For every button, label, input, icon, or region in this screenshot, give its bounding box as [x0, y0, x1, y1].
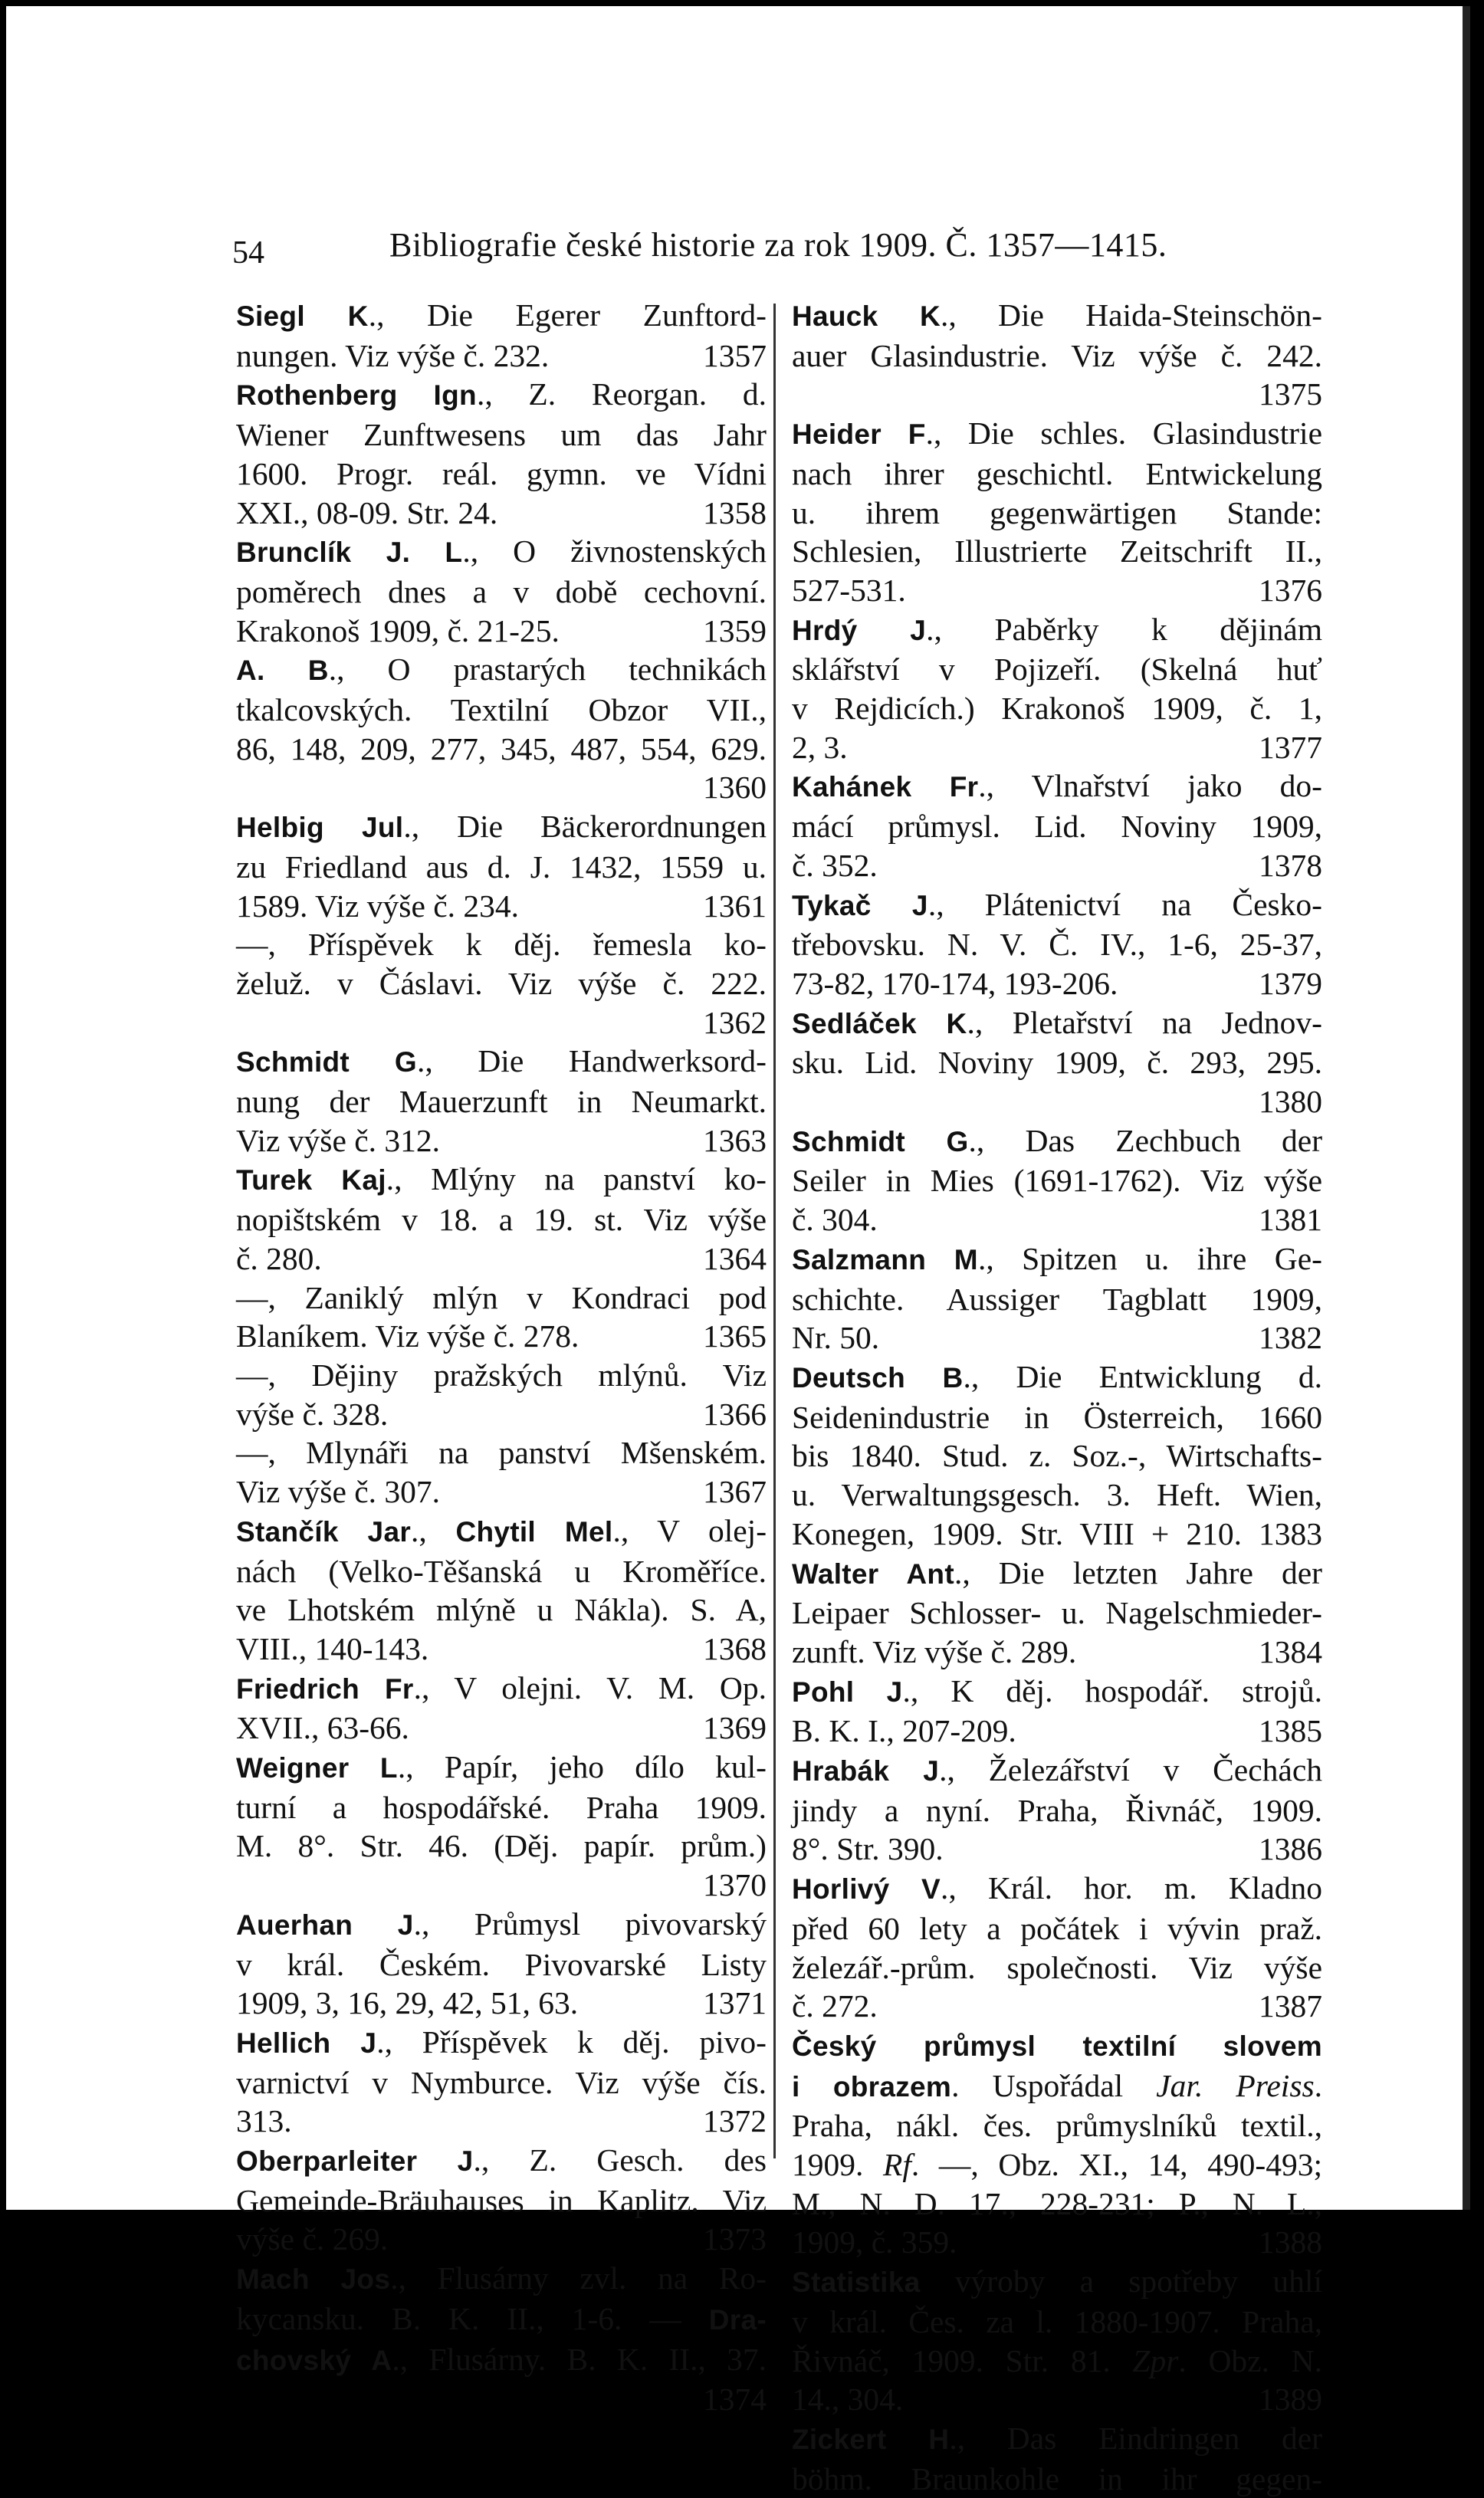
entry-line — [792, 1830, 1322, 1869]
entry-text: před 60 lety a počátek i vývin praž. — [792, 1910, 1322, 1946]
entry-text: schichte. Aussiger Tagblatt 1909, — [792, 1281, 1322, 1317]
entry-text: ., Z. Reorgan. d. — [476, 376, 767, 412]
entry-line — [236, 1239, 767, 1279]
entry-line — [236, 1905, 767, 1945]
entry-line — [236, 1279, 767, 1318]
entry-text: ., Král. hor. m. Kladno — [940, 1870, 1322, 1906]
entry-line — [792, 925, 1322, 964]
entry-text: sku. Lid. Noviny 1909, č. 293, 295. — [792, 1045, 1322, 1081]
entry-text: nách (Velko-Těšanská u Kroměříce. — [236, 1553, 767, 1589]
entry-text: č. 280. — [236, 1240, 322, 1276]
entry-line — [236, 532, 767, 573]
entry-line — [792, 1554, 1322, 1594]
author-name: Turek Kaj — [236, 1164, 386, 1196]
entry-text: Schlesien, Illustrierte Zeitschrift II., — [792, 533, 1322, 570]
entry-line — [792, 532, 1322, 571]
entry-number: 1361 — [703, 888, 767, 924]
entry-line — [236, 964, 767, 1003]
entry-text: 1600. Progr. reál. gymn. ve Vídni — [236, 455, 767, 491]
entry-line — [236, 1827, 767, 1866]
author-name: Brunclík J. L — [236, 537, 463, 569]
entry-line — [792, 2303, 1322, 2342]
entry-number: 1379 — [1259, 965, 1322, 1001]
author-name: Schmidt G — [792, 1125, 969, 1157]
entry-text: varnictví v Nymburce. Viz výše čís. — [236, 2064, 767, 2100]
entry-text: ., Die Handwerksord- — [416, 1043, 767, 1079]
entry-text: nungen. Viz výše č. 232. — [236, 337, 550, 373]
entry-text: 73-82, 170-174, 193-206. — [792, 965, 1118, 1001]
entry-line — [236, 807, 767, 848]
author-name: Auerhan J — [236, 1909, 414, 1941]
entry-text: Krakonoš 1909, č. 21-25. — [236, 612, 560, 648]
entry-line — [236, 375, 767, 415]
entry-text: 14., 304. — [792, 2381, 904, 2418]
entry-text: Gemeinde-Bräuhauses in Kaplitz. Viz — [236, 2182, 767, 2218]
entry-text: kycansku. B. K. II., 1-6. — — [236, 2300, 709, 2336]
entry-text: 1589. Viz výše č. 234. — [236, 888, 520, 924]
entry-text: nopištském v 18. a 19. st. Viz výše — [236, 1202, 767, 1238]
entry-line — [792, 846, 1322, 885]
entry-number: 1371 — [703, 1985, 767, 2021]
author-name: Hrdý J — [792, 614, 927, 646]
entry-text: Wiener Zunftwesens um das Jahr — [236, 417, 767, 453]
entry-text: ., Die Haida-Steinschön- — [941, 297, 1323, 333]
entry-line — [792, 2342, 1322, 2381]
entry-text: poměrech dnes a v době cechovní. — [236, 573, 767, 609]
entry-text: 1370 — [703, 1867, 767, 1903]
author-name: Český průmysl textilní slovem — [792, 2030, 1322, 2062]
entry-text: 1374 — [703, 2381, 767, 2418]
entry-text: Řivnáč, 1909. Str. 81. — [792, 2342, 1133, 2378]
entry-text: . Uspořádal — [951, 2067, 1157, 2103]
author-name: Schmidt G — [236, 1046, 417, 1078]
entry-number: 1376 — [1259, 572, 1322, 608]
entry-text: mácí průmysl. Lid. Noviny 1909, — [792, 809, 1322, 845]
entry-line — [236, 2023, 767, 2063]
entry-text: sklářství v Pojizeří. (Skelná huť — [792, 652, 1322, 688]
author-name: Deutsch B — [792, 1361, 964, 1393]
entry-line — [236, 573, 767, 612]
entry-text: . — [1314, 2067, 1322, 2103]
entry-text: ., Die Bäckerordnungen — [403, 809, 767, 845]
entry-text: ., O prastarých technikách — [328, 652, 767, 688]
entry-text: M., N. D. 17., 228-231; P., N. L., — [792, 2185, 1322, 2221]
author-name: Mach Jos — [236, 2263, 391, 2296]
entry-line — [236, 1630, 767, 1669]
author-name: Weigner L — [236, 1752, 398, 1784]
entry-text: ., Průmysl pivovarský — [413, 1906, 767, 1942]
author-name: Pohl J — [792, 1676, 903, 1708]
author-name: Walter Ant — [792, 1558, 954, 1590]
entry-number: 1365 — [703, 1318, 767, 1354]
author-name: A. B — [236, 655, 329, 687]
entry-line — [236, 1395, 767, 1434]
entry-text: 2, 3. — [792, 729, 848, 765]
entry-line — [236, 494, 767, 533]
entry-line — [792, 1791, 1322, 1830]
entry-line — [236, 848, 767, 887]
entry-number: 1359 — [703, 612, 767, 648]
entry-line — [236, 336, 767, 376]
entry-text: auer Glasindustrie. Viz výše č. 242. — [792, 337, 1322, 373]
entry-text: 8°. Str. 390. — [792, 1831, 944, 1867]
entry-line — [236, 1984, 767, 2023]
entry-line — [792, 1594, 1322, 1633]
entry-line — [792, 414, 1322, 455]
entry-text: ., Das Zechbuch der — [968, 1122, 1323, 1158]
entry-line — [236, 1356, 767, 1395]
entry-text: Viz výše č. 312. — [236, 1122, 441, 1158]
entry-text: výše č. 269. — [236, 2221, 389, 2257]
entry-line — [236, 650, 767, 691]
entry-line — [792, 1043, 1322, 1082]
entry-line — [236, 1003, 767, 1042]
entry-line — [792, 689, 1322, 728]
entry-line — [792, 2380, 1322, 2419]
entry-text: zunft. Viz výše č. 289. — [792, 1633, 1077, 1669]
entry-line — [236, 1082, 767, 1121]
entry-line — [236, 2259, 767, 2299]
entry-number: 1373 — [703, 2221, 767, 2257]
entry-line — [792, 610, 1322, 651]
entry-text: u. ihrem gegenwärtigen Stande: — [792, 494, 1322, 530]
author-name: Stančík Jar — [236, 1515, 412, 1548]
entry-text: nach ihrer geschichtl. Entwickelung — [792, 455, 1322, 491]
entry-text: ., Vlnařství jako do- — [978, 768, 1322, 804]
entry-text: 527-531. — [792, 572, 906, 608]
entry-number: 1388 — [1259, 2224, 1322, 2260]
entry-line — [236, 730, 767, 769]
entry-line — [792, 885, 1322, 926]
entry-text: v král. Českém. Pivovarské Listy — [236, 1946, 767, 1982]
italic-text: Jar. Preiss — [1156, 2067, 1315, 2103]
entry-line — [236, 887, 767, 926]
entry-text: bis 1840. Stud. z. Soz.-, Wirtschafts- — [792, 1438, 1322, 1474]
entry-text: železář.-prům. společnosti. Viz výše — [792, 1949, 1322, 1985]
author-name: Hrabák J — [792, 1755, 940, 1787]
entry-line — [792, 1436, 1322, 1475]
entry-line — [792, 1515, 1322, 1554]
entry-line — [236, 2380, 767, 2419]
entry-number: 1367 — [703, 1474, 767, 1510]
entry-line — [236, 1748, 767, 1788]
entry-number: 1387 — [1259, 1988, 1322, 2024]
entry-text: Seidenindustrie in Österreich, 1660 — [792, 1399, 1322, 1435]
entry-line — [792, 2066, 1322, 2107]
italic-text: Zpr — [1132, 2342, 1179, 2378]
entry-text: tkalcovských. Textilní Obzor VII., — [236, 692, 767, 728]
author-name: Hauck K — [792, 300, 941, 332]
entry-text: —, Mlynáři na panství Mšenském. — [236, 1435, 767, 1471]
entry-number: 1389 — [1259, 2381, 1322, 2418]
entry-line — [236, 1317, 767, 1356]
entry-text: VIII., 140-143. — [236, 1630, 429, 1666]
entry-text: č. 272. — [792, 1988, 878, 2024]
entry-text: Leipaer Schlosser- u. Nagelschmieder- — [792, 1595, 1322, 1631]
entry-line — [792, 1398, 1322, 1437]
entry-line — [236, 2299, 767, 2340]
entry-line — [236, 691, 767, 730]
entry-line — [236, 1788, 767, 1827]
entry-text: M. 8°. Str. 46. (Děj. papír. prům.) — [236, 1828, 767, 1864]
author-name: Horlivý V — [792, 1873, 941, 1906]
entry-line — [792, 336, 1322, 376]
entry-line — [792, 1082, 1322, 1121]
entry-line — [792, 494, 1322, 533]
author-name: Dra- — [708, 2303, 767, 2336]
entry-text: ., Z. Gesch. des — [473, 2142, 767, 2178]
entry-text: u. Verwaltungsgesch. 3. Heft. Wien, — [792, 1477, 1322, 1513]
entry-line — [236, 2220, 767, 2259]
entry-number: 1382 — [1259, 1320, 1322, 1356]
author-name: Chytil Mel — [455, 1515, 613, 1548]
entry-text: v král. Čes. za l. 1880-1907. Praha, — [792, 2303, 1322, 2339]
entry-number: 1366 — [703, 1396, 767, 1432]
entry-text: nung der Mauerzunft in Neumarkt. — [236, 1084, 767, 1120]
column-divider — [773, 304, 776, 2158]
entry-line — [236, 2063, 767, 2102]
entry-line — [236, 1472, 767, 1512]
entry-text: č. 352. — [792, 847, 878, 883]
entry-line — [792, 807, 1322, 846]
entry-line — [792, 964, 1322, 1003]
entry-text: Seiler in Mies (1691-1762). Viz výše — [792, 1163, 1322, 1199]
entry-text: Viz výše č. 307. — [236, 1474, 441, 1510]
entry-number: 1368 — [703, 1630, 767, 1666]
entry-line — [792, 1357, 1322, 1398]
entry-number: 1386 — [1259, 1831, 1322, 1867]
entry-line — [792, 1869, 1322, 1909]
entry-line — [236, 415, 767, 455]
entry-text: ., Pletařství na Jednov- — [967, 1004, 1322, 1040]
entry-text: ., Paběrky k dějinám — [926, 611, 1322, 647]
author-name: Kahánek Fr — [792, 771, 979, 803]
entry-line — [792, 1475, 1322, 1515]
author-name: Siegl K — [236, 300, 369, 332]
entry-line — [792, 296, 1322, 336]
entry-text: turní a hospodářské. Praha 1909. — [236, 1789, 767, 1825]
entry-text: jindy a nyní. Praha, Řivnáč, 1909. — [792, 1792, 1322, 1828]
right-column — [792, 296, 1322, 2498]
author-name: Helbig Jul — [236, 812, 404, 844]
entry-number: 1369 — [703, 1710, 767, 1746]
entry-text: ., Železářství v Čechách — [939, 1752, 1322, 1788]
entry-line — [792, 2026, 1322, 2066]
entry-line — [236, 1433, 767, 1472]
entry-line — [792, 728, 1322, 767]
entry-number: 1357 — [703, 337, 767, 373]
entry-line — [792, 1672, 1322, 1712]
entry-line — [792, 375, 1322, 414]
left-column — [236, 296, 767, 2419]
author-name: Hellich J — [236, 2027, 377, 2059]
entry-text: výše č. 328. — [236, 1396, 389, 1432]
entry-text: ., Das Eindringen der — [949, 2420, 1322, 2456]
entry-line — [792, 1633, 1322, 1672]
entry-line — [792, 455, 1322, 494]
entry-text: XXI., 08-09. Str. 24. — [236, 494, 498, 530]
author-name: chovský A — [236, 2344, 392, 2376]
entry-line — [236, 1669, 767, 1709]
entry-text: . —, Obz. XI., 14, 490-493; — [911, 2147, 1323, 2183]
entry-line — [792, 1121, 1322, 1162]
page — [6, 6, 1470, 2496]
entry-text: č. 304. — [792, 1202, 878, 1238]
entry-text: Blaníkem. Viz výše č. 278. — [236, 1318, 579, 1354]
entry-text: böhm. Braunkohle in ihr gegen- — [792, 2460, 1322, 2496]
entry-text: Nr. 50. — [792, 1320, 880, 1356]
entry-line — [792, 1161, 1322, 1200]
entry-line — [792, 1751, 1322, 1791]
entry-line — [236, 1121, 767, 1160]
entry-text: 86, 148, 209, 277, 345, 487, 554, 629. — [236, 730, 767, 766]
entry-number: 1377 — [1259, 729, 1322, 765]
entry-line — [236, 1945, 767, 1984]
entry-line — [792, 2106, 1322, 2145]
entry-line — [236, 1200, 767, 1239]
entry-text: ., O živnostenských — [462, 533, 767, 570]
author-name: Oberparleiter J — [236, 2145, 474, 2178]
entry-text: 1362 — [703, 1004, 767, 1040]
entry-text: ., Die Egerer Zunftord- — [368, 297, 767, 333]
author-name: Zickert H — [792, 2423, 950, 2455]
entry-text: ., Spitzen u. ihre Ge- — [977, 1240, 1322, 1276]
entry-text: Praha, nákl. čes. průmyslníků textil., — [792, 2108, 1322, 2144]
entry-text: ., Die schles. Glasindustrie — [925, 415, 1323, 451]
entry-line — [236, 1866, 767, 1905]
entry-line — [792, 1987, 1322, 2026]
entry-line — [792, 1200, 1322, 1239]
entry-line — [792, 2145, 1322, 2185]
entry-line — [236, 2102, 767, 2141]
entry-line — [236, 925, 767, 964]
entry-line — [792, 571, 1322, 610]
entry-text: 1909, č. 359. — [792, 2224, 957, 2260]
author-name: Heider F — [792, 419, 926, 451]
entry-text: —, Zaniklý mlýn v Kondraci pod — [236, 1279, 767, 1315]
author-name: Salzmann M — [792, 1243, 978, 1275]
entry-line — [792, 2419, 1322, 2460]
entry-line — [236, 2340, 767, 2381]
entry-line — [236, 1590, 767, 1630]
entry-line — [236, 2181, 767, 2221]
entry-number: 1372 — [703, 2103, 767, 2139]
author-name: i obrazem — [792, 2070, 952, 2102]
entry-text: ., Příspěvek k děj. pivo- — [376, 2024, 767, 2060]
author-name: Rothenberg Ign — [236, 379, 477, 412]
entry-text: ., K děj. hospodář. strojů. — [902, 1672, 1322, 1709]
entry-line — [236, 1552, 767, 1591]
entry-line — [792, 1280, 1322, 1319]
entry-number: 1363 — [703, 1122, 767, 1158]
entry-line — [792, 2262, 1322, 2303]
entry-line — [236, 2141, 767, 2181]
entry-text: ., Die letzten Jahre der — [954, 1554, 1322, 1590]
entry-text: B. K. I., 207-209. — [792, 1713, 1016, 1749]
entry-number: 1378 — [1259, 847, 1322, 883]
entry-text: třebovsku. N. V. Č. IV., 1-6, 25-37, — [792, 927, 1322, 963]
entry-text: —, Příspěvek k děj. řemesla ko- — [236, 927, 767, 963]
entry-line — [236, 1160, 767, 1200]
entry-line — [792, 650, 1322, 689]
entry-line — [236, 1709, 767, 1748]
entry-text: —, Dějiny pražských mlýnů. Viz — [236, 1357, 767, 1393]
entry-text: ., Plátenictví na Česko- — [927, 886, 1323, 922]
entry-text: 1375 — [1259, 376, 1322, 412]
entry-text: ., Mlýny na panství ko- — [386, 1161, 767, 1197]
entry-line — [792, 1003, 1322, 1044]
author-name: Sedláček K — [792, 1007, 967, 1039]
entry-text: ., V olejni. V. M. Op. — [413, 1669, 767, 1705]
entry-text: ve Lhotském mlýně u Nákla). S. A, — [236, 1592, 767, 1628]
entry-text: 1909. — [792, 2147, 883, 2183]
entry-text: 1909, 3, 16, 29, 42, 51, 63. — [236, 1985, 579, 2021]
entry-line — [792, 1318, 1322, 1357]
italic-text: Rf — [883, 2147, 911, 2183]
entry-line — [236, 768, 767, 807]
author-name: Tykač J — [792, 889, 928, 921]
entry-text: 1380 — [1259, 1084, 1322, 1120]
entry-line — [792, 766, 1322, 807]
entry-line — [792, 2223, 1322, 2262]
running-title: Bibliografie české historie za rok 1909. Č. 1357—1415. — [389, 226, 1167, 264]
entry-line — [792, 2185, 1322, 2224]
author-name: Friedrich Fr — [236, 1672, 414, 1705]
entry-text: ., Papír, jeho dílo kul- — [397, 1749, 767, 1785]
entry-line — [236, 612, 767, 651]
entry-number: 1384 — [1259, 1633, 1322, 1669]
entry-line — [236, 455, 767, 494]
entry-text: ., — [411, 1512, 456, 1548]
entry-line — [792, 2460, 1322, 2498]
entry-text: zu Friedland aus d. J. 1432, 1559 u. — [236, 849, 767, 885]
entry-line — [236, 296, 767, 336]
author-name: Statistika — [792, 2267, 921, 2299]
entry-number: 1381 — [1259, 1202, 1322, 1238]
entry-text: 313. — [236, 2103, 292, 2139]
entry-line — [236, 1042, 767, 1082]
entry-line — [792, 1909, 1322, 1948]
entry-text: XVII., 63-66. — [236, 1710, 409, 1746]
entry-text: výroby a spotřeby uhlí — [920, 2263, 1322, 2299]
page-number: 54 — [232, 235, 264, 271]
entry-text: ., Flusárny. B. K. II., 37. — [392, 2341, 767, 2377]
entry-line — [236, 1512, 767, 1552]
entry-text: ., V olej- — [612, 1512, 767, 1548]
entry-text: . Obz. N. — [1178, 2342, 1322, 2378]
entry-number: 1364 — [703, 1240, 767, 1276]
entry-line — [792, 1712, 1322, 1751]
entry-text: ., Die Entwicklung d. — [963, 1358, 1322, 1394]
entry-text: v Rejdicích.) Krakonoš 1909, č. 1, — [792, 691, 1322, 727]
entry-line — [792, 1948, 1322, 1988]
entry-text: Konegen, 1909. Str. VIII + 210. 1383 — [792, 1515, 1322, 1551]
entry-text: ., Flusárny zvl. na Ro- — [390, 2260, 767, 2296]
entry-text: 1360 — [703, 770, 767, 806]
entry-line — [792, 1239, 1322, 1280]
entry-number: 1385 — [1259, 1713, 1322, 1749]
entry-text: želuž. v Čáslavi. Viz výše č. 222. — [236, 965, 767, 1001]
entry-number: 1358 — [703, 494, 767, 530]
